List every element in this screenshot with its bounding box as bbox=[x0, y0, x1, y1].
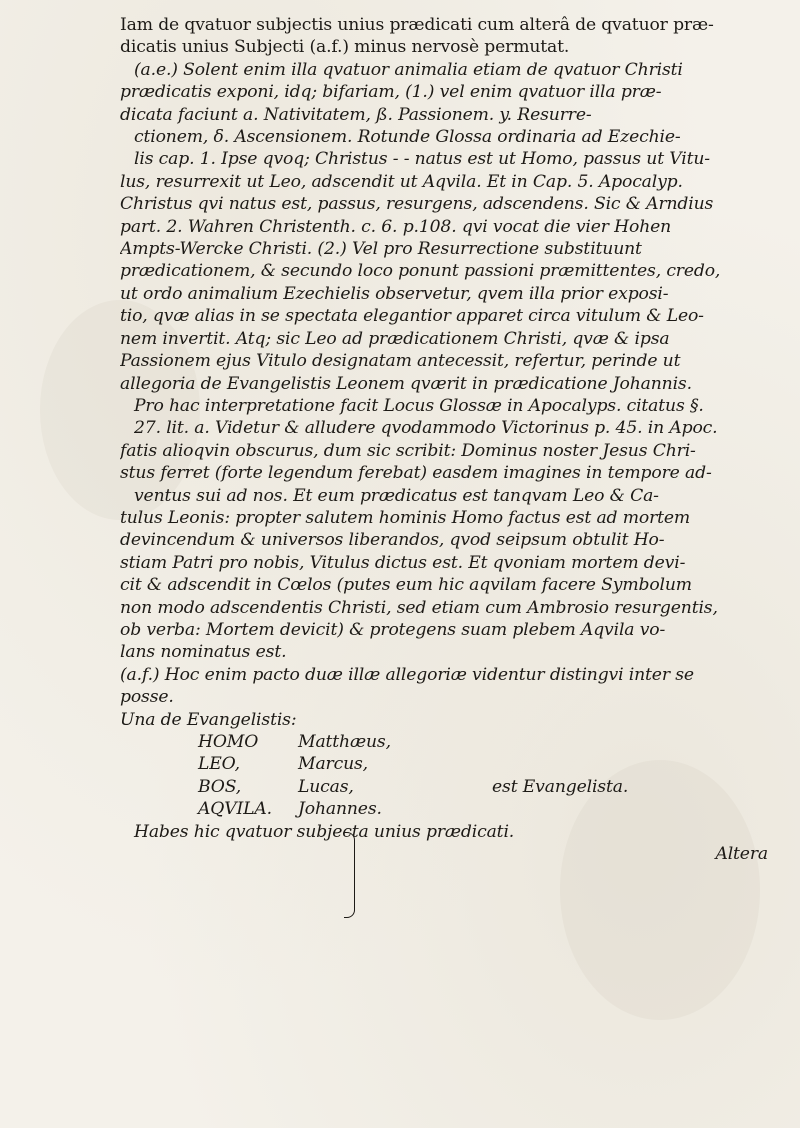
text-line: part. 2. Wahren Christenth. c. 6. p.108. qvi vocat die vier Hohen bbox=[120, 216, 672, 237]
text-line: Ampts-Wercke Christi. (2.) Vel pro Resurrectione substituunt bbox=[120, 239, 642, 260]
body-text bbox=[120, 14, 792, 865]
grouping-brace bbox=[344, 832, 355, 918]
evangelist-name: Johannes. bbox=[298, 799, 382, 820]
text-line: lans nominatus est. bbox=[120, 642, 287, 663]
text-line: Iam de qvatuor subjectis unius prædicati cum alterâ de qvatuor præ- bbox=[120, 15, 714, 35]
text-line: Passionem ejus Vitulo designatam antecessit, refertur, perinde ut bbox=[120, 351, 681, 372]
evangelist-row bbox=[120, 798, 792, 820]
evangelist-row bbox=[120, 753, 792, 775]
text-line: ventus sui ad nos. Et eum prædicatus est tanqvam Leo & Ca- bbox=[134, 485, 659, 506]
text-line: (a.f.) Hoc enim pacto duæ illæ allegoriæ videntur distingvi inter se bbox=[120, 664, 694, 685]
text-line: tulus Leonis: propter salutem hominis Homo factus est ad mortem bbox=[120, 507, 691, 528]
text-line: cit & adscendit in Cœlos (putes eum hic aqvilam facere Symbolum bbox=[120, 575, 692, 596]
text-line: ut ordo animalium Ezechielis observetur, qvem illa prior exposi- bbox=[120, 283, 669, 304]
text-line: dicatis unius Subjecti (a.f.) minus nervosè permutat. bbox=[120, 37, 570, 58]
text-line: ob verba: Mortem devicit) & protegens suam plebem Aqvila vo- bbox=[120, 619, 666, 640]
text-line: Christus qvi natus est, passus, resurgens, adscendens. Sic & Arndius bbox=[120, 194, 714, 215]
evangelist-name: Marcus, bbox=[298, 754, 368, 775]
text-line: 27. lit. a. Videtur & alludere qvodammodo Victorinus p. 45. in Apoc. bbox=[134, 418, 718, 439]
text-line: dicata faciunt a. Nativitatem, ß. Passionem. y. Resurre- bbox=[120, 104, 592, 125]
animal-name: LEO, bbox=[198, 754, 240, 775]
evangelist-row bbox=[120, 776, 792, 798]
animal-name: BOS, bbox=[198, 776, 242, 797]
text-line: non modo adscendentis Christi, sed etiam cum Ambrosio resurgentis, bbox=[120, 597, 718, 618]
text-line: (a.e.) Solent enim illa qvatuor animalia etiam de qvatuor Christi bbox=[134, 59, 683, 80]
text-line: fatis alioqvin obscurus, dum sic scribit: Dominus noster Jesus Chri- bbox=[120, 440, 696, 461]
text-line: stus ferret (forte legendum ferebat) easdem imagines in tempore ad- bbox=[120, 463, 712, 484]
animal-name: AQVILA. bbox=[198, 799, 272, 820]
text-line: Una de Evangelistis: bbox=[120, 709, 297, 730]
table-suffix: est Evangelista. bbox=[492, 776, 629, 797]
text-line: nem invertit. Atq; sic Leo ad prædicationem Christi, qvæ & ipsa bbox=[120, 328, 670, 349]
text-line: prædicationem, & secundo loco ponunt passioni præmittentes, credo, bbox=[120, 261, 721, 282]
evangelist-row bbox=[120, 731, 792, 753]
text-line: Pro hac interpretatione facit Locus Glossæ in Apocalyps. citatus §. bbox=[134, 395, 704, 416]
catchword: Altera bbox=[715, 843, 768, 864]
text-line: lis cap. 1. Ipse qvoq; Christus - - natus est ut Homo, passus ut Vitu- bbox=[134, 149, 710, 170]
text-line: devincendum & universos liberandos, qvod seipsum obtulit Ho- bbox=[120, 530, 665, 551]
animal-name: HOMO bbox=[198, 732, 259, 752]
evangelist-name: Matthæus, bbox=[298, 732, 391, 752]
text-line: posse. bbox=[120, 687, 174, 708]
text-line: allegoria de Evangelistis Leonem qværit in prædicatione Johannis. bbox=[120, 373, 692, 394]
evangelist-name: Lucas, bbox=[298, 776, 354, 797]
text-line: prædicatis exponi, idq; bifariam, (1.) vel enim qvatuor illa præ- bbox=[120, 82, 662, 103]
text-line: ctionem, δ. Ascensionem. Rotunde Glossa ordinaria ad Ezechie- bbox=[134, 127, 681, 148]
text-line: tio, qvæ alias in se spectata elegantior apparet circa vitulum & Leo- bbox=[120, 306, 704, 327]
closing-line: Habes hic qvatuor subjecta unius prædicati. bbox=[134, 821, 515, 842]
text-line: stiam Patri pro nobis, Vitulus dictus est. Et qvoniam mortem devi- bbox=[120, 552, 686, 573]
text-line: lus, resurrexit ut Leo, adscendit ut Aqvila. Et in Cap. 5. Apocalyp. bbox=[120, 171, 683, 192]
